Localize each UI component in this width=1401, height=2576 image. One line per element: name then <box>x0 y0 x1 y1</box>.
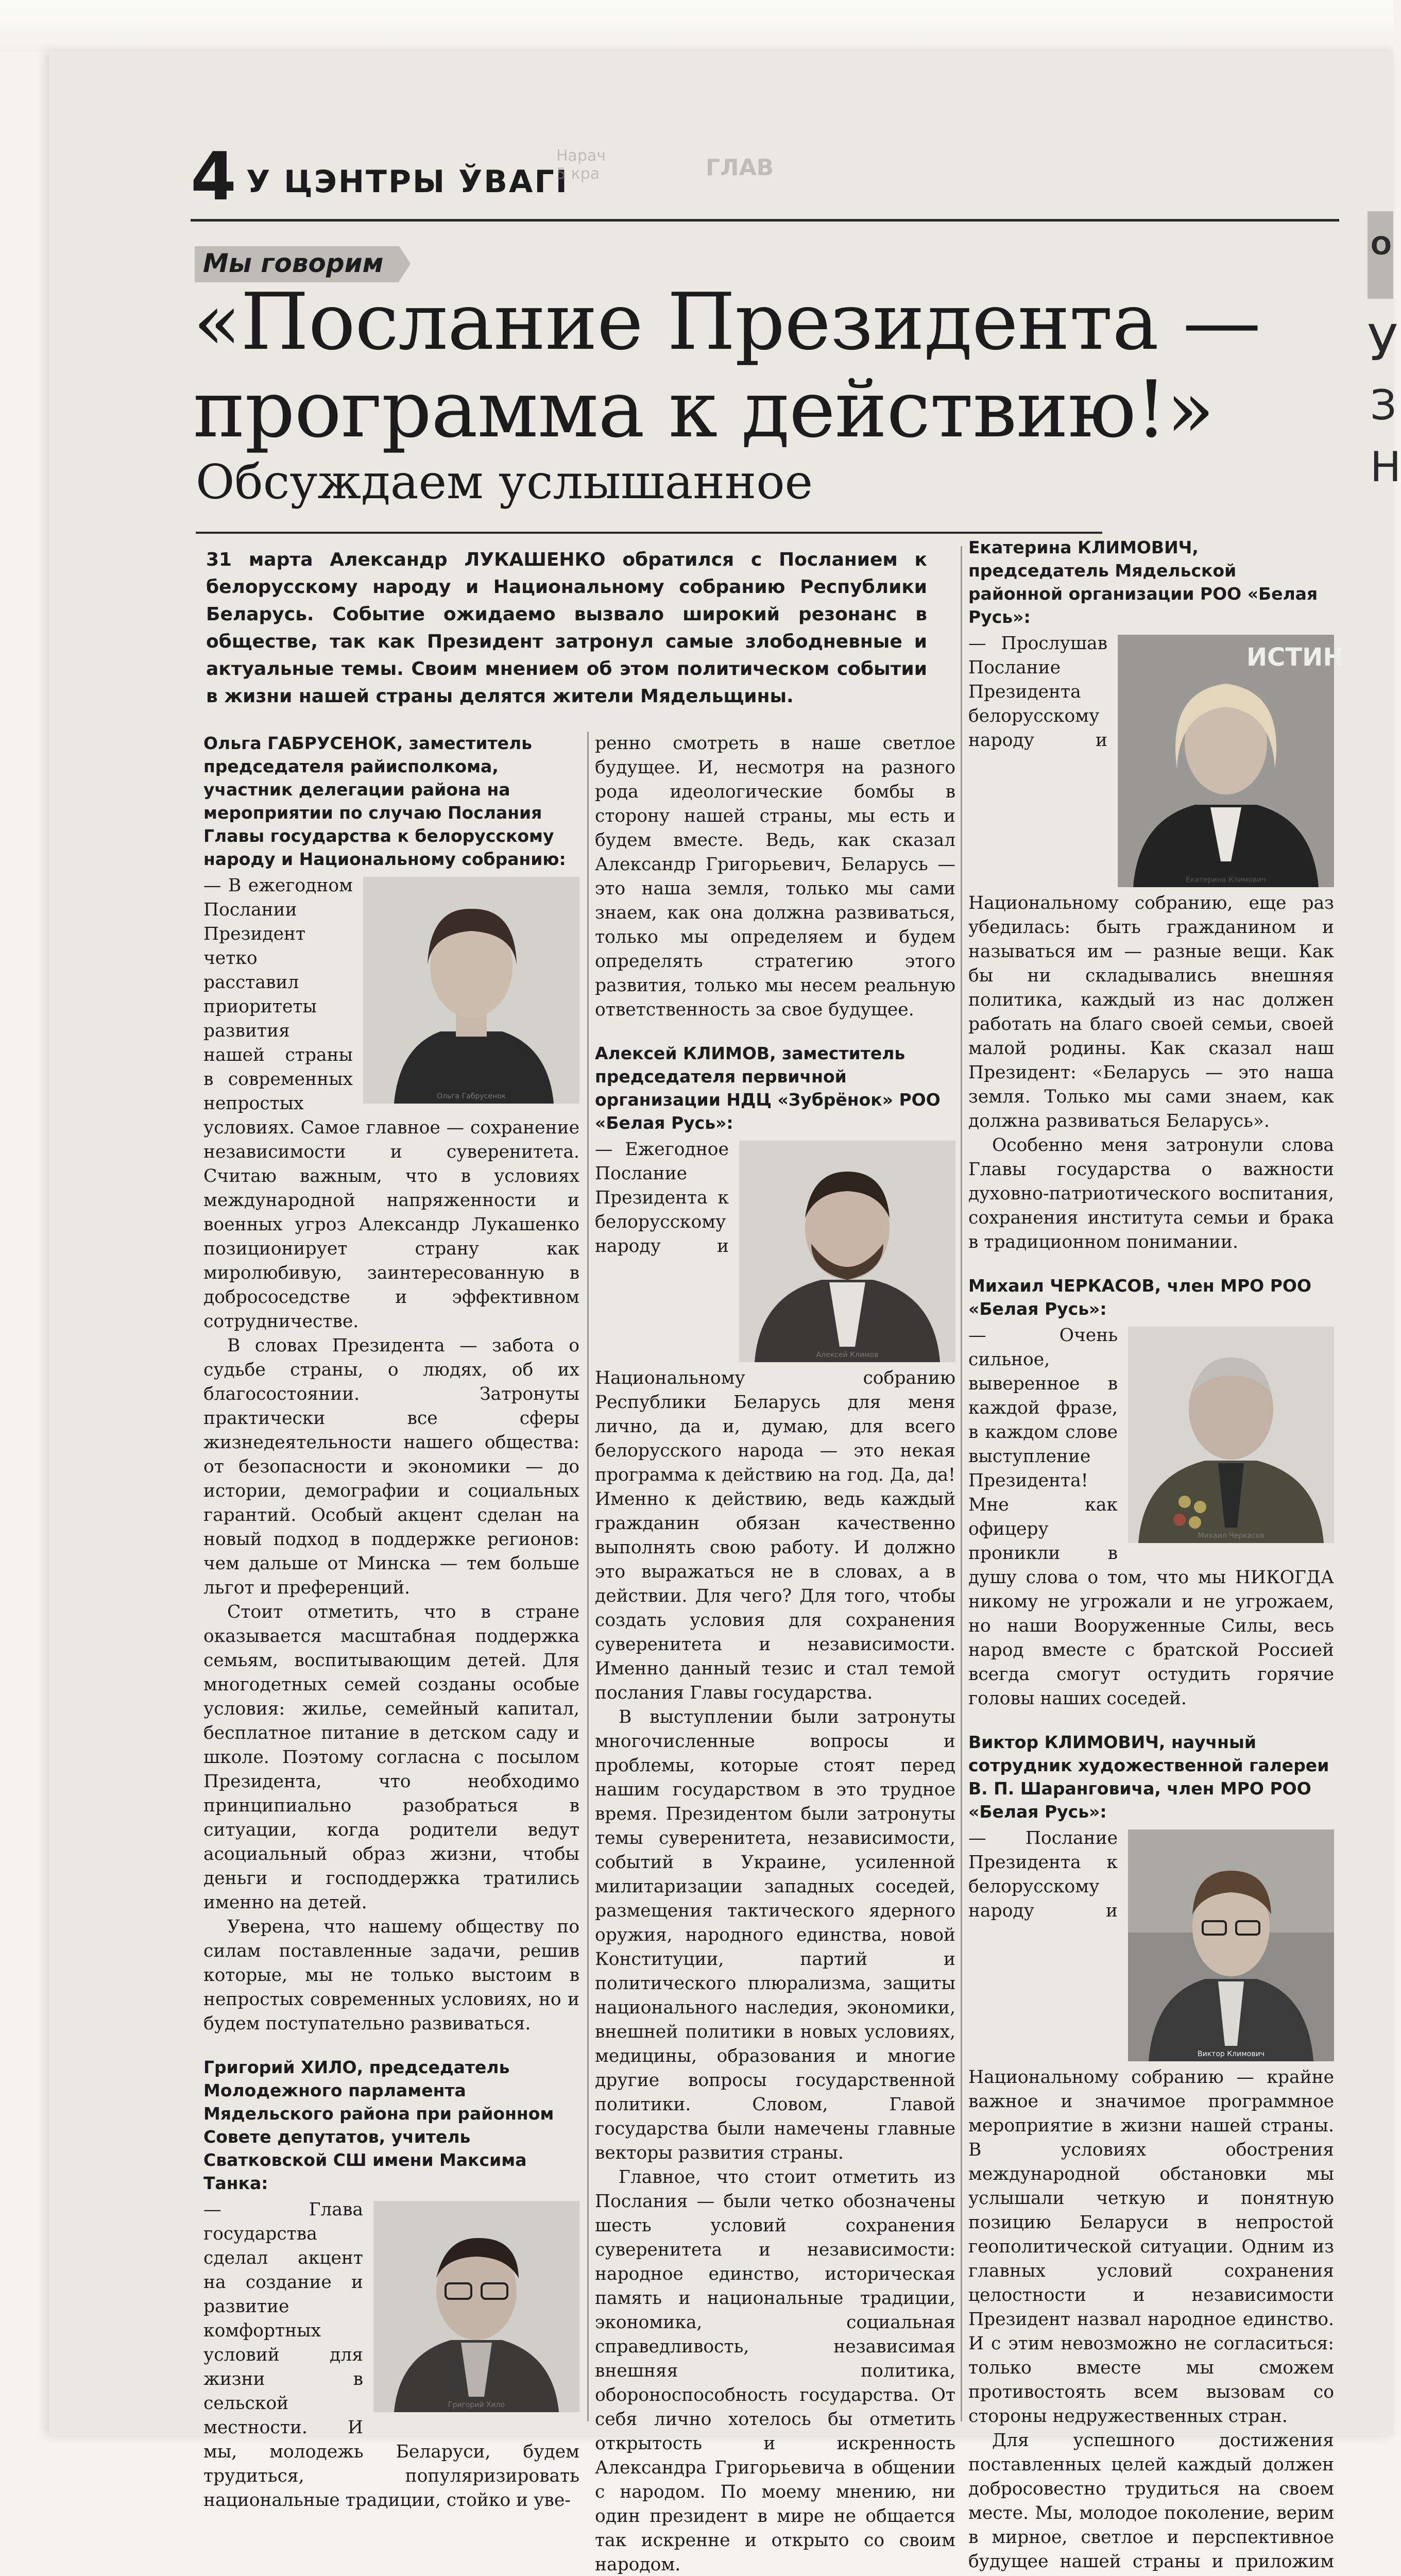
bleed-through-text: Нарач <box>556 147 606 165</box>
column-divider-1 <box>587 732 589 2421</box>
photo-klimov <box>739 1141 955 1362</box>
answer-klimovich-e-1: — Прослушав Послание Президента белорусскому народу и Национальному собранию, еще раз убедилась: быть гражданином и называться им — разные вещи. Как бы ни складывались внешняя политика, каждый из нас должен работать на благо своей семьи, своей малой родины. Как сказал наш Президент: «Беларусь — это наша земля. Только мы сами знаем, как должна развиваться Беларусь». <box>968 633 1334 1131</box>
answer-klimovich-v-1: — Послание Президента к белорусскому народу и Национальному собранию — крайне важное и значимое программное мероприятие в жизни нашей страны. В условиях обострения международной обстановки мы услышали четкую и понятную позицию Беларуси в непростой геополитической ситуации. Одним из главных условий сохранения целостности и независимости Президент назвал народное единство. И с этим невозможно не согласиться: только вместе мы сможем противостоять всем вызовам со стороны недружественных стран. <box>968 1828 1334 2427</box>
column-3 <box>968 536 1344 2572</box>
photo-caption: Виктор Климович <box>1198 2050 1265 2058</box>
neighbor-rubric-letter: О <box>1371 232 1392 261</box>
photo-caption: Алексей Климов <box>816 1351 879 1359</box>
author-klimovich-v: Виктор КЛИМОВИЧ, научный сотрудник художественной галереи В. П. Шаранговича, член МРО РОО «Белая Русь»: <box>968 1732 1329 1822</box>
scan-margin <box>0 0 1393 52</box>
headline-line-2: программа к действию!» <box>193 364 1214 455</box>
neighbor-headline-letter-1: У <box>1368 314 1398 372</box>
author-cherkasov: Михаил ЧЕРКАСОВ, член МРО РОО «Белая Русь»: <box>968 1276 1312 1319</box>
column-2 <box>595 732 955 2575</box>
photo-cherkasov <box>1128 1327 1334 1543</box>
portrait-man-glasses <box>373 2201 579 2412</box>
photo-caption: Григорий Хило <box>448 2401 505 2409</box>
headline-line-1: «Послание Президента — <box>193 276 1261 367</box>
column-1 <box>203 732 579 2511</box>
photo-klimovich-v <box>1128 1829 1334 2061</box>
author-gabrusenok: Ольга ГАБРУСЕНОК, заместитель председателя райисполкома, участник делегации района на мероприятии по случаю Послания Главы государства к белорусскому народу и Национальному собранию: <box>203 733 566 869</box>
section-title: У ЦЭНТРЫ ЎВАГІ <box>246 164 569 200</box>
neighbor-rubric-box <box>1368 211 1393 299</box>
bleed-through-text-2: 5 кра <box>556 165 600 183</box>
photo-khilo <box>373 2201 579 2412</box>
header-rule <box>191 219 1339 222</box>
answer-klimov-2: В выступлении были затронуты многочисленные вопросы и проблемы, которые стоят перед нашим государством в это трудное время. Президентом были затронуты темы суверенитета, независимости, событий в Украине, усиленной милитаризации западных соседей, размещения тактического ядерного оружия, народного единства, новой Конституции, партий и политического плюрализма, защиты национального наследия, экономики, внешней политики в новых условиях, медицины, образования и многие другие вопросы государственной политики. Словом, Главой государства были намечены главные векторы развития страны. <box>595 1707 955 2163</box>
portrait-woman <box>363 877 579 1104</box>
author-klimovich-e: Екатерина КЛИМОВИЧ, председатель Мядельской районной организации РОО «Белая Русь»: <box>968 537 1318 627</box>
answer-klimov-3: Главное, что стоит отметить из Послания — были четко обозначены шесть условий сохранения суверенитета и независимости: народное единство, историческая память и национальные традиции, экономика, социальная справедливость, независимая внешняя политика, обороноспособность государства. От себя лично хотелось бы отметить открытость и искренность Александра Григорьевича в общении с народом. По моему мнению, ни один президент в мире не общается так искренне и открыто со своим народом. <box>595 2167 955 2575</box>
page-number: 4 <box>191 139 237 215</box>
answer-klimovich-v-2: Для успешного достижения поставленных целей каждый должен добросовестно трудиться на своем месте. Мы, молодое поколение, верим в мирное, светлое и перспективное будущее нашей страны и приложим <box>968 2430 1334 2572</box>
headline <box>193 278 1301 453</box>
author-klimov: Алексей КЛИМОВ, заместитель председателя первичной организации НДЦ «Зубрёнок» РОО «Белая Русь»: <box>595 1043 941 1133</box>
photo-caption: Екатерина Климович <box>1186 876 1266 884</box>
portrait-officer <box>1128 1327 1334 1543</box>
answer-gabrusenok-4: Уверена, что нашему обществу по силам поставленные задачи, решив которые, мы не только выстоим в непростых современных условиях, но и будем поступательно развиваться. <box>203 1917 579 2034</box>
photo-caption: Ольга Габрусенок <box>436 1092 506 1100</box>
backdrop-text: ИСТИН <box>1246 643 1344 672</box>
portrait-man-beard <box>739 1141 955 1362</box>
answer-cherkasov: — Очень сильное, выверенное в каждой фразе, в каждом слове выступление Президента! Мне как офицеру проникли в душу слова о том, что мы НИКОГДА никому не угрожали и не угрожаем, но наши Вооруженные Силы, весь народ вместе с братской Россией всегда смогут остудить горячие головы наших соседей. <box>968 1325 1334 1709</box>
photo-gabrusenok <box>363 877 579 1104</box>
lead-paragraph: 31 марта Александр ЛУКАШЕНКО обратился с Посланием к белорусскому народу и Национальному собранию Республики Беларусь. Событие ожидаемо вызвало широкий резонанс в обществе, так как Президент затронул самые злободневные и актуальные темы. Своим мнением об этом политическом событии в жизни нашей страны делятся жители Мядельщины. <box>206 549 927 707</box>
photo-caption: Михаил Черкасов <box>1198 1532 1265 1540</box>
portrait-woman-blonde <box>1118 635 1344 887</box>
subhead-rule <box>196 532 1102 534</box>
column-divider-2 <box>961 546 962 2421</box>
neighbor-headline-letter-3: Н <box>1370 443 1401 491</box>
answer-khilo-continued: ренно смотреть в наше светлое будущее. И, несмотря на разного рода идеологические бомбы в сторону нашей страны, мы есть и будем вместе. Ведь, как сказал Александр Григорьевич, Беларусь — это наша земля, только мы сами знаем, как она должна развиваться, только мы определяем и будем определять стратегию этого развития, только мы несем реальную ответственность за свое будущее. <box>595 733 955 1020</box>
answer-gabrusenok-1: — В ежегодном Послании Президент четко расставил приоритеты развития нашей страны в современных непростых условиях. Самое главное — сохранение независимости и суверенитета. Считаю важным, что в условиях международной напряженности и военных угроз Александр Лукашенко позиционирует страну как миролюбивую, заинтересованную в добрососедстве и эффективном сотрудничестве. <box>203 875 579 1332</box>
photo-klimovich-e <box>1118 635 1344 887</box>
answer-gabrusenok-2: В словах Президента — забота о судьбе страны, о людях, об их благосостоянии. Затронуты практически все сферы жизнедеятельности нашего общества: от безопасности и экономики — до истории, демографии и социальных гарантий. Особый акцент сделан на новый подход в поддержке регионов: чем дальше от Минска — тем больше льгот и преференций. <box>203 1335 579 1598</box>
bleed-through-heading: ГЛАВ <box>706 155 774 181</box>
answer-klimovich-e-2: Особенно меня затронули слова Главы государства о важности духовно-патриотического воспитания, сохранения института семьи и брака в традиционном понимании. <box>968 1135 1334 1252</box>
portrait-young-man <box>1128 1829 1334 2061</box>
rubric-label: Мы говорим <box>195 246 399 282</box>
subheadline: Обсуждаем услышанное <box>196 454 813 510</box>
answer-klimov-1: — Ежегодное Послание Президента к белорусскому народу и Национальному собранию Республики Беларусь для меня лично, да и, думаю, для всего белорусского народа — это некая программа к действию на год. Да, да! Именно к действию, ведь каждый гражданин обязан качественно выполнять свою работу. И должно это выражаться не в словах, а в действии. Для чего? Для того, чтобы создать условия для сохранения суверенитета и независимости. Именно данный тезис и стал темой послания Главы государства. <box>595 1139 955 1703</box>
author-khilo: Григорий ХИЛО, председатель Молодежного парламента Мядельского района при районном Совете депутатов, учитель Сватковской СШ имени Максима Танка: <box>203 2057 554 2193</box>
answer-khilo: — Глава государства сделал акцент на создание и развитие комфортных условий для жизни в сельской местности. И мы, молодежь Беларуси, будем трудиться, популяризировать национальные традиции, стойко и уве- <box>203 2199 579 2511</box>
neighbor-headline-letter-2: З <box>1370 381 1397 429</box>
answer-gabrusenok-3: Стоит отметить, что в стране оказывается масштабная поддержка семьям, воспитывающим детей. Для многодетных семей созданы особые условия: жилье, семейный капитал, бесплатное питание в детском саду и школе. Поэтому согласна с посылом Президента, что необходимо принципиально разобраться в ситуации, когда родители ведут асоциальный образ жизни, чтобы деньги и господдержка тратились именно на детей. <box>203 1602 579 1913</box>
